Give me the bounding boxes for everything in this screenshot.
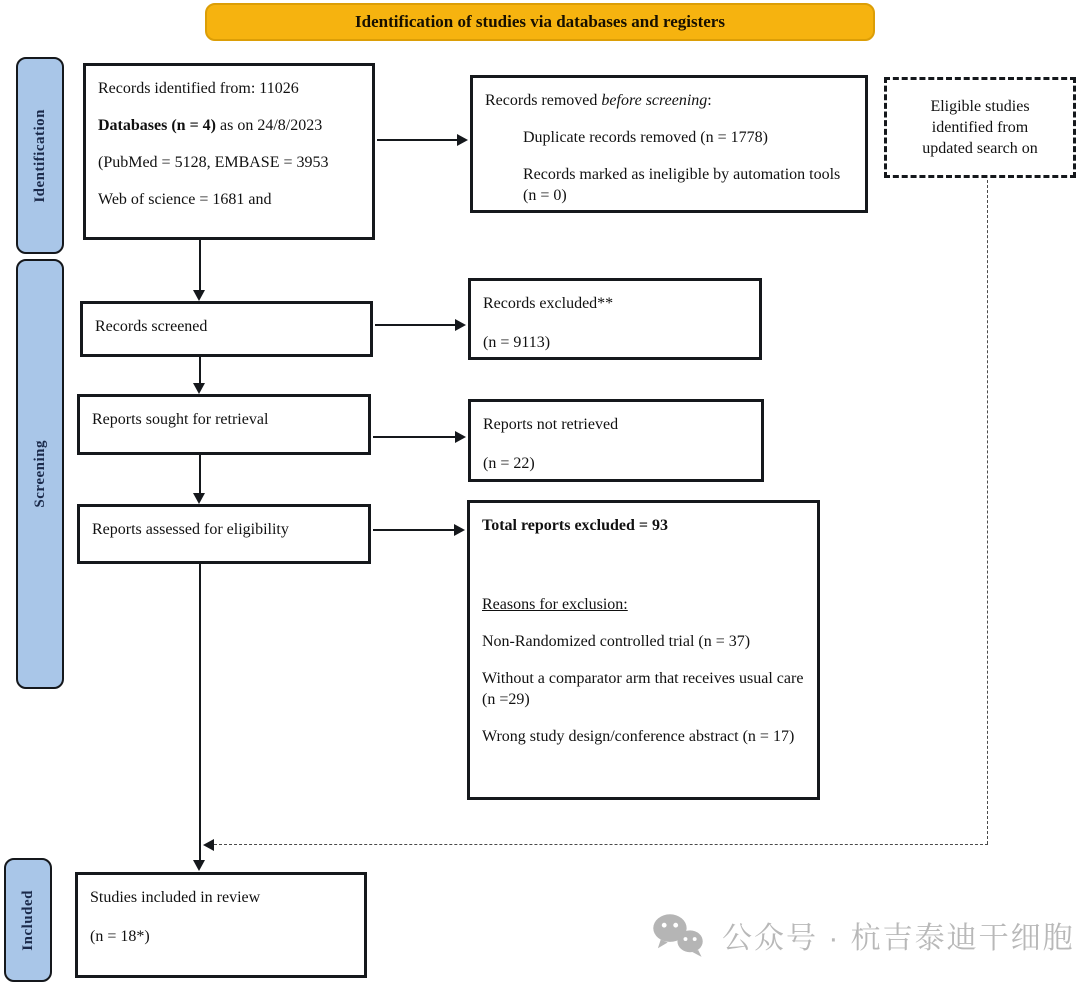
reasons-heading: Reasons for exclusion:: [482, 596, 628, 613]
banner: [205, 3, 875, 41]
box-records-identified: [83, 63, 375, 240]
records-identified-line4: Web of science = 1681 and: [98, 191, 272, 208]
box-records-removed: [470, 75, 868, 213]
arrowhead-assessed-to-total-excluded: [454, 524, 465, 536]
arrow-identified-to-removed: [377, 139, 457, 141]
records-identified-line3: (PubMed = 5128, EMBASE = 3953: [98, 154, 329, 171]
arrow-screened-to-excluded: [375, 324, 455, 326]
dashline-eligible-vertical: [987, 180, 988, 844]
stage-label-identification: Identification: [31, 108, 48, 203]
wechat-icon: [650, 912, 706, 958]
arrow-sought-to-assessed: [199, 455, 201, 493]
arrowhead-sought-to-not-retrieved: [455, 431, 466, 443]
box-reports-assessed: [77, 504, 371, 564]
arrow-identified-to-screened: [199, 240, 201, 290]
box-records-excluded: [468, 278, 762, 360]
total-excluded-title: Total reports excluded = 93: [482, 517, 669, 534]
watermark: [650, 912, 1075, 958]
eligible-studies-text: Eligible studies identified from updated search on: [922, 98, 1038, 157]
arrowhead-identified-to-removed: [457, 134, 468, 146]
stage-label-screening: Screening: [31, 440, 48, 508]
exclusion-reason-2: Without a comparator arm that receives usual care (n =29): [482, 670, 804, 708]
reports-not-retrieved-line1: Reports not retrieved: [483, 416, 619, 433]
box-total-excluded: [467, 500, 820, 800]
exclusion-reason-3: Wrong study design/conference abstract (n = 17): [482, 728, 795, 745]
box-reports-sought: [77, 394, 371, 455]
watermark-text: 公众号 · 杭吉泰迪干细胞: [722, 922, 1075, 955]
records-removed-title: Records removed before screening:: [485, 92, 712, 109]
arrow-assessed-to-included: [199, 564, 201, 860]
arrowhead-sought-to-assessed: [193, 493, 205, 504]
box-studies-included: [75, 872, 367, 978]
banner-title: Identification of studies via databases and registers: [355, 12, 725, 31]
stage-label-included: Included: [19, 889, 36, 951]
records-removed-item2: Records marked as ineligible by automation tools (n = 0): [523, 166, 841, 204]
arrow-assessed-to-total-excluded: [373, 529, 454, 531]
arrow-screened-to-sought: [199, 357, 201, 383]
arrowhead-screened-to-sought: [193, 383, 205, 394]
arrowhead-eligible-to-mainline: [203, 839, 214, 851]
arrowhead-identified-to-screened: [193, 290, 205, 301]
stage-bar-included: [4, 858, 52, 982]
reports-not-retrieved-line2: (n = 22): [483, 455, 535, 472]
stage-bar-identification: [16, 57, 64, 254]
arrow-sought-to-not-retrieved: [373, 436, 455, 438]
records-removed-item1: Duplicate records removed (n = 1778): [523, 129, 768, 146]
records-screened-label: Records screened: [95, 318, 208, 335]
studies-included-line1: Studies included in review: [90, 889, 261, 906]
reports-assessed-label: Reports assessed for eligibility: [92, 521, 289, 538]
dashline-eligible-horizontal: [214, 844, 988, 845]
box-eligible-studies: [884, 77, 1076, 178]
records-identified-line1: Records identified from: 11026: [98, 80, 299, 97]
arrowhead-screened-to-excluded: [455, 319, 466, 331]
box-reports-not-retrieved: [468, 399, 764, 482]
studies-included-line2: (n = 18*): [90, 928, 150, 945]
stage-bar-screening: [16, 259, 64, 689]
arrowhead-assessed-to-included: [193, 860, 205, 871]
records-identified-line2: Databases (n = 4) as on 24/8/2023: [98, 117, 323, 134]
box-records-screened: [80, 301, 373, 357]
records-excluded-line1: Records excluded**: [483, 295, 614, 312]
records-excluded-line2: (n = 9113): [483, 334, 551, 351]
exclusion-reason-1: Non-Randomized controlled trial (n = 37): [482, 633, 751, 650]
reports-sought-label: Reports sought for retrieval: [92, 411, 269, 428]
